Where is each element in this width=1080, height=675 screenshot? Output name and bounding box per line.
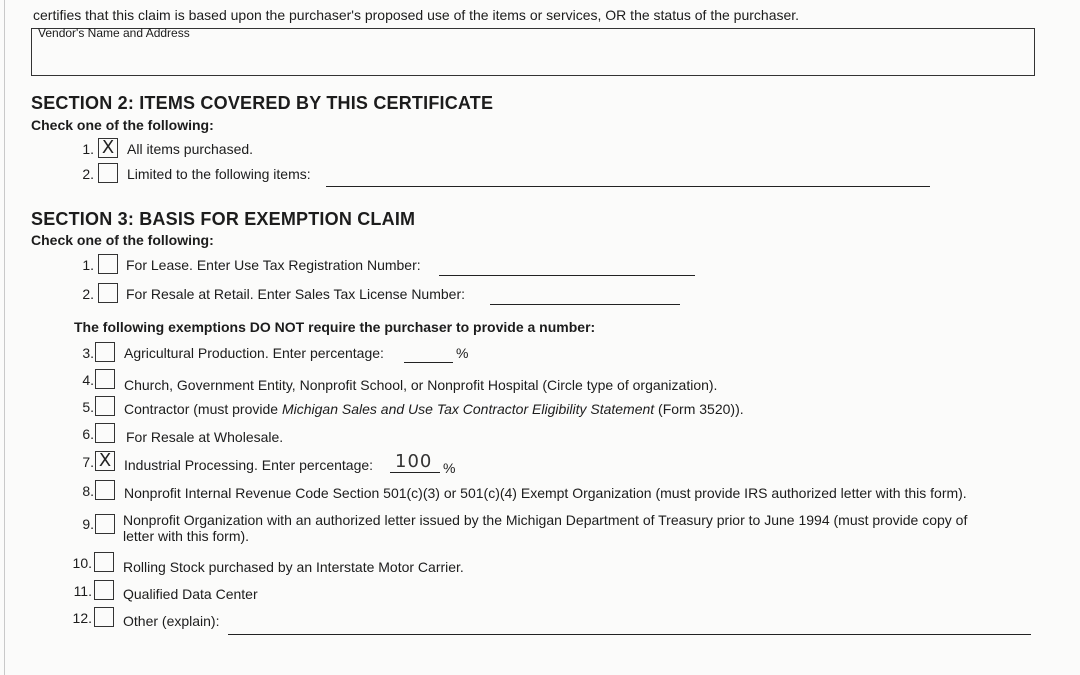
s3-item-11-checkbox[interactable] — [94, 580, 114, 600]
s3-item-8-number: 8. — [82, 483, 94, 499]
no-number-note: The following exemptions DO NOT require the purchaser to provide a number: — [74, 319, 596, 335]
s3-item-6-label: For Resale at Wholesale. — [126, 429, 284, 445]
section-2-title: SECTION 2: ITEMS COVERED BY THIS CERTIFICATE — [31, 93, 494, 113]
s3-item-11-label: Qualified Data Center — [123, 586, 258, 602]
vendor-name-address-field[interactable] — [31, 28, 1035, 76]
s2-item-1-checkbox[interactable]: X — [98, 138, 118, 158]
s3-item-1-checkbox[interactable] — [98, 254, 118, 274]
s3-item-9-label-line2: letter with this form). — [123, 528, 250, 544]
s3-item-3-label: Agricultural Production. Enter percentage: — [124, 345, 384, 361]
s3-item-4-label: Church, Government Entity, Nonprofit School, or Nonprofit Hospital (Circle type of organization). — [124, 377, 718, 393]
s2-item-2-checkbox[interactable] — [98, 163, 118, 183]
s3-item-10-label: Rolling Stock purchased by an Interstate Motor Carrier. — [123, 559, 464, 575]
s3-item-12-label: Other (explain): — [123, 613, 220, 629]
s3-item-7-label: Industrial Processing. Enter percentage: — [124, 457, 374, 473]
s3-item-2-checkbox[interactable] — [98, 283, 118, 303]
s2-item-2-label: Limited to the following items: — [127, 166, 311, 182]
s3-item-7-number: 7. — [82, 454, 94, 470]
s3-item-2-number: 2. — [82, 286, 94, 302]
s3-item-8-label: Nonprofit Internal Revenue Code Section 501(c)(3) or 501(c)(4) Exempt Organization (must provide IRS authorized letter with this form). — [124, 485, 967, 501]
use-tax-number-line[interactable] — [439, 275, 695, 276]
s3-item-2-label: For Resale at Retail. Enter Sales Tax License Number: — [126, 286, 466, 302]
limited-items-line[interactable] — [326, 186, 930, 187]
s3-item-6-number: 6. — [82, 426, 94, 442]
industrial-percentage-value[interactable]: 100 — [395, 451, 433, 472]
s3-item-10-checkbox[interactable] — [94, 552, 114, 572]
s3-item-9-checkbox[interactable] — [95, 514, 115, 534]
s3-item-12-checkbox[interactable] — [94, 607, 114, 627]
s3-item-5-number: 5. — [82, 399, 94, 415]
s3-item-8-checkbox[interactable] — [95, 480, 115, 500]
intro-text: certifies that this claim is based upon the purchaser's proposed use of the items or services, OR the status of the purchaser. — [33, 7, 800, 23]
s3-item-1-number: 1. — [82, 257, 94, 273]
industrial-percent-sign: % — [443, 460, 456, 476]
s3-item-5-label — [124, 401, 744, 417]
s3-item-11-number: 11. — [73, 583, 92, 599]
s3-item-10-number: 10. — [72, 555, 92, 571]
s3-item-3-number: 3. — [82, 345, 94, 361]
section-3-instruction: Check one of the following: — [31, 232, 214, 248]
vendor-field-label: Vendor's Name and Address — [38, 26, 190, 40]
s3-item-4-checkbox[interactable] — [95, 369, 115, 389]
s3-item-5-label-pre: Contractor (must provide — [124, 401, 282, 417]
s3-item-5-label-post: (Form 3520)). — [654, 401, 744, 417]
s3-item-3-checkbox[interactable] — [95, 342, 115, 362]
page-edge-rule — [4, 0, 5, 675]
agri-percentage-line[interactable] — [404, 362, 453, 363]
s3-item-4-number: 4. — [82, 372, 94, 388]
s3-item-5-checkbox[interactable] — [95, 396, 115, 416]
form-3520-title: Michigan Sales and Use Tax Contractor Eligibility Statement — [281, 401, 655, 417]
industrial-percentage-line — [390, 472, 440, 473]
agri-percent-sign: % — [456, 345, 469, 361]
s2-item-2-number: 2. — [82, 166, 94, 182]
other-explain-line[interactable] — [228, 634, 1031, 635]
s2-item-1-number: 1. — [82, 141, 94, 157]
s3-item-6-checkbox[interactable] — [95, 423, 115, 443]
s3-item-9-number: 9. — [82, 516, 94, 532]
s3-item-12-number: 12. — [72, 610, 92, 626]
s2-item-1-label: All items purchased. — [127, 141, 254, 157]
sales-tax-license-line[interactable] — [490, 304, 680, 305]
s3-item-9-label-line1: Nonprofit Organization with an authorized letter issued by the Michigan Department of Treasury prior to June 1994 (must provide copy of — [123, 512, 968, 528]
section-2-instruction: Check one of the following: — [31, 117, 214, 133]
section-3-title: SECTION 3: BASIS FOR EXEMPTION CLAIM — [31, 209, 416, 229]
s3-item-7-checkbox[interactable]: X — [95, 451, 115, 471]
s3-item-1-label: For Lease. Enter Use Tax Registration Number: — [126, 257, 421, 273]
